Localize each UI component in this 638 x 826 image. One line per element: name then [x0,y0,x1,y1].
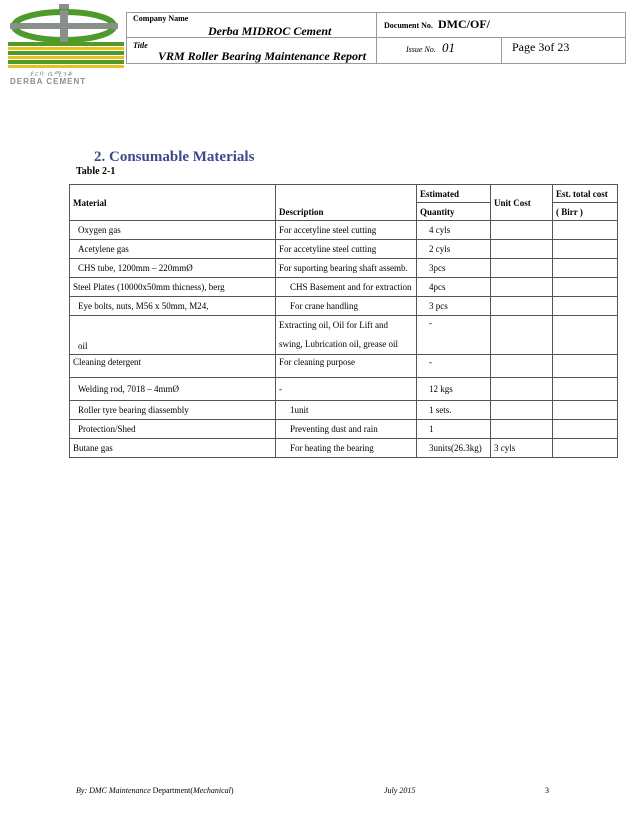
cell-description: For cleaning purpose [276,355,417,378]
cell-quantity: - [417,355,491,378]
cell-description: For heating the bearing [276,439,417,458]
company-logo [4,4,126,88]
cell-description: Extracting oil, Oil for Lift and swing, Lubrication oil, grease oil [276,316,417,355]
cell-unit-cost: 3 cyls [491,439,553,458]
cell-unit-cost [491,420,553,439]
cell-material: Butane gas [70,439,276,458]
cell-total [553,439,618,458]
header-birr: ( Birr ) [553,203,618,221]
cell-quantity: 1 sets. [417,401,491,420]
cell-description: For suporting bearing shaft assemb. [276,259,417,278]
cell-description: For accetyline steel cutting [276,221,417,240]
cell-description: - [276,378,417,401]
cell-total [553,259,618,278]
issue-number-box [376,37,502,64]
footer-department: Department( [152,786,194,795]
table-row [70,378,618,401]
issue-number-value: 01 [442,40,455,55]
cell-unit-cost [491,240,553,259]
cell-quantity: - [417,316,491,355]
cell-total [553,378,618,401]
table-header-row [70,185,618,203]
table-row [70,240,618,259]
header-estimated: Estimated [417,185,491,203]
cell-quantity: 4pcs [417,278,491,297]
cell-total [553,221,618,240]
footer-date: July 2015 [384,786,416,795]
table-row [70,401,618,420]
cell-total [553,297,618,316]
title-label: Title [133,41,148,50]
cell-total [553,278,618,297]
cell-quantity: 12 kgs [417,378,491,401]
cell-quantity: 3units(26.3kg) [417,439,491,458]
cell-material: Eye bolts, nuts, M56 x 50mm, M24, [70,297,276,316]
cell-unit-cost [491,316,553,355]
cell-material: Cleaning detergent [70,355,276,378]
issue-number-label: Issue No. [406,45,436,54]
cell-total [553,240,618,259]
header-total-cost: Est. total cost [553,185,618,203]
header-quantity: Quantity [417,203,491,221]
table-caption: Table 2-1 [76,166,116,177]
table-row [70,439,618,458]
cell-quantity: 1 [417,420,491,439]
cell-material: Roller tyre bearing diassembly [70,401,276,420]
consumable-materials-table [69,184,618,458]
table-row [70,316,618,355]
section-heading: 2. Consumable Materials [94,149,255,165]
cell-quantity: 3pcs [417,259,491,278]
table-row [70,355,618,378]
table-row [70,221,618,240]
footer-by: By: DMC Maintenance [76,786,151,795]
document-number-label: Document No. [384,21,433,30]
cell-description: CHS Basement and for extraction [276,278,417,297]
footer-mechanical: Mechanical [193,786,231,795]
cell-unit-cost [491,221,553,240]
cell-total [553,420,618,439]
header-divider [126,37,376,38]
cell-description: For accetyline steel cutting [276,240,417,259]
cell-material: Protection/Shed [70,420,276,439]
cell-material: CHS tube, 1200mm – 220mmØ [70,259,276,278]
cell-material: Steel Plates (10000x50mm thicness), berg [70,278,276,297]
logo-wordmark: DERBA CEMENT [10,77,87,86]
logo-script-text: ደርባ ሲሚንቶ [30,70,74,78]
table-row [70,278,618,297]
cell-unit-cost [491,378,553,401]
header-description: Description [276,185,417,221]
report-title-value: VRM Roller Bearing Maintenance Report [158,49,367,63]
footer-author [76,786,234,795]
cell-total [553,316,618,355]
cell-description: Preventing dust and rain [276,420,417,439]
table-row [70,259,618,278]
cell-total [553,355,618,378]
cell-total [553,401,618,420]
header-unit-cost: Unit Cost [491,185,553,221]
cell-description: 1unit [276,401,417,420]
page-number-value: Page 3of 23 [512,40,570,54]
cell-unit-cost [491,401,553,420]
cell-unit-cost [491,297,553,316]
footer-close-paren: ) [230,786,234,795]
company-name-value: Derba MIDROC Cement [208,24,332,38]
cell-unit-cost [491,278,553,297]
document-number-value: DMC/OF/ [438,17,490,31]
table-row [70,297,618,316]
cell-unit-cost [491,259,553,278]
cell-description: For crane handling [276,297,417,316]
cell-quantity: 3 pcs [417,297,491,316]
cell-material: Welding rod, 7018 – 4mmØ [70,378,276,401]
cell-quantity: 2 cyls [417,240,491,259]
company-name-label: Company Name [133,14,189,23]
header-material: Material [70,185,276,221]
cell-material: Oxygen gas [70,221,276,240]
footer-page-number: 3 [545,786,549,795]
table-row [70,420,618,439]
cell-material: Acetylene gas [70,240,276,259]
cell-unit-cost [491,355,553,378]
cell-material: oil [70,316,276,355]
cell-quantity: 4 cyls [417,221,491,240]
